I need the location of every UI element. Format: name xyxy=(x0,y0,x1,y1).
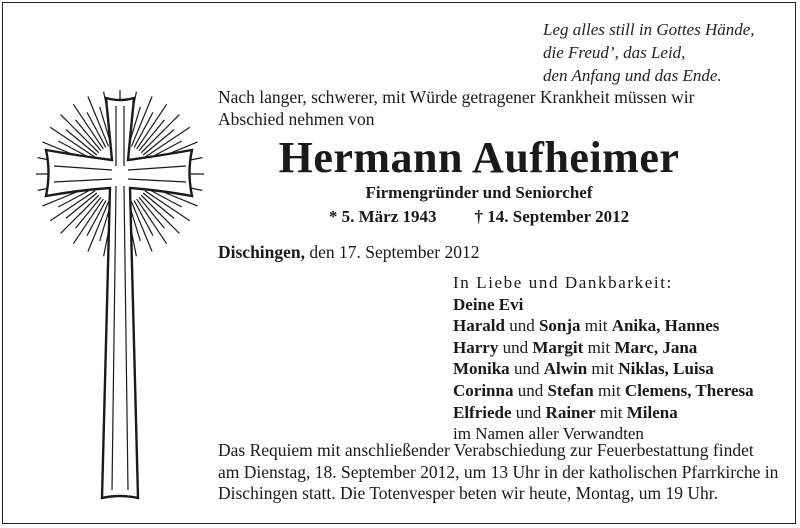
intro-line: Nach langer, schwerer, mit Würde getragener Krankheit müssen wir xyxy=(218,87,695,107)
radiant-cross-icon xyxy=(30,86,210,506)
deceased-name: Hermann Aufheimer xyxy=(278,133,680,182)
mourner-line xyxy=(453,402,793,424)
place-date xyxy=(218,242,480,263)
mourner-name: Alwin xyxy=(543,359,588,379)
mourner-name: Stefan xyxy=(547,380,594,400)
mourner-name: Monika xyxy=(453,359,510,379)
mourner-children: Clemens, Theresa xyxy=(624,380,754,400)
conjunction: und xyxy=(498,337,533,357)
conjunction: mit xyxy=(587,359,619,379)
mourner-name: Margit xyxy=(532,337,584,357)
mourner-name: Corinna xyxy=(453,380,514,400)
mourner-children: Niklas, Luisa xyxy=(618,359,714,379)
conjunction: mit xyxy=(593,380,625,400)
mourner-name: Elfriede xyxy=(453,402,512,422)
mourners-heading: In Liebe und Dankbarkeit: xyxy=(453,273,673,292)
conjunction: mit xyxy=(595,402,627,422)
cross-shape xyxy=(46,98,192,498)
mourner-line xyxy=(453,337,793,359)
mourner-line xyxy=(453,294,793,316)
mourner-name: Sonja xyxy=(538,316,581,336)
mourners-list xyxy=(453,272,793,445)
mourner-children: Anika, Hannes xyxy=(611,316,720,336)
motto-verse xyxy=(543,18,793,87)
notice-line: Das Requiem mit anschließender Verabschiedung zur Feuerbestattung findet xyxy=(218,440,754,460)
birth-date: * 5. März 1943 xyxy=(328,207,437,226)
mourner-name: Harald xyxy=(453,316,505,336)
mourner-line xyxy=(453,358,793,380)
notice-date: den 17. September 2012 xyxy=(305,242,480,262)
mourner-line xyxy=(453,315,793,337)
deceased-role: Firmengründer und Seniorchef xyxy=(365,183,593,202)
motto-line: Leg alles still in Gottes Hände, xyxy=(543,20,755,39)
life-dates xyxy=(218,207,740,227)
conjunction: und xyxy=(511,402,546,422)
intro-line: Abschied nehmen von xyxy=(218,109,375,129)
mourner-name: Harry xyxy=(453,337,499,357)
mourner-line xyxy=(453,380,793,402)
notice-line: am Dienstag, 18. September 2012, um 13 Uhr in der katholischen Pfarrkirche in xyxy=(218,461,779,482)
mourner-children: Marc, Jana xyxy=(614,337,698,357)
mourner-name: Rainer xyxy=(545,402,596,422)
motto-line: die Freud’, das Leid, xyxy=(543,43,686,62)
mourner-children: Milena xyxy=(626,402,678,422)
conjunction: und xyxy=(513,380,548,400)
mourners-closing: im Namen aller Verwandten xyxy=(453,424,644,444)
motto-line: den Anfang und das Ende. xyxy=(543,66,722,85)
death-date: † 14. September 2012 xyxy=(474,207,630,226)
conjunction: und xyxy=(509,359,544,379)
notice-line: Dischingen statt. Die Totenvesper beten wir heute, Montag, um 19 Uhr. xyxy=(218,483,719,503)
conjunction: mit xyxy=(583,337,615,357)
conjunction: und xyxy=(504,316,539,336)
service-notice xyxy=(218,440,778,505)
mourner-name: Deine Evi xyxy=(453,294,524,314)
intro-text xyxy=(218,86,758,130)
place-name: Dischingen, xyxy=(218,242,306,262)
conjunction: mit xyxy=(580,316,612,336)
